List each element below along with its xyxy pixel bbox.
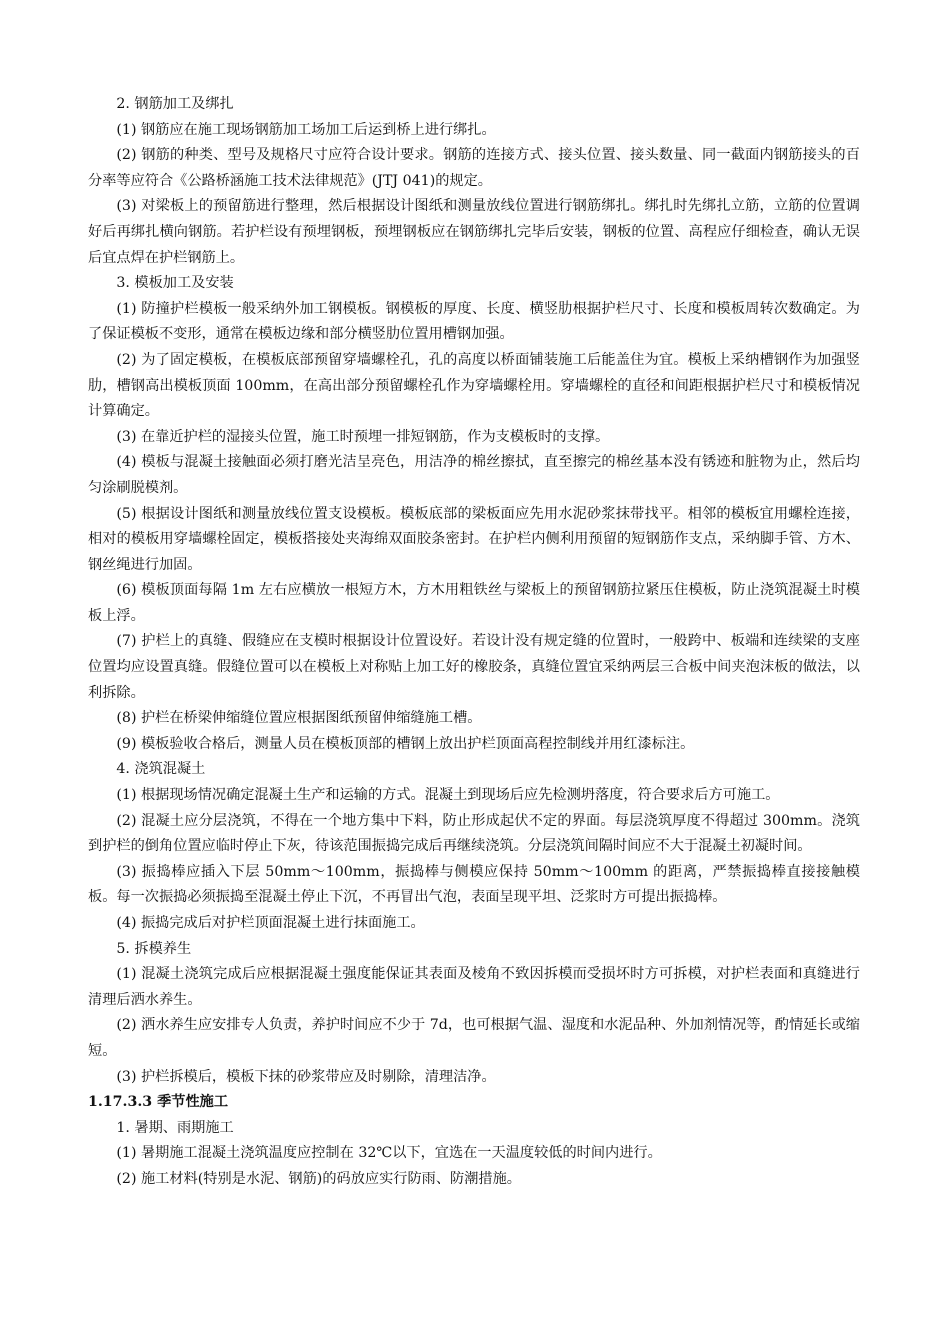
paragraph: (2) 施工材料(特别是水泥、钢筋)的码放应实行防雨、防潮措施。 [116, 1170, 521, 1187]
paragraph: (8) 护栏在桥梁伸缩缝位置应根据图纸预留伸缩缝施工槽。 [116, 710, 482, 727]
paragraph: (3) 护栏拆模后，模板下抹的砂浆带应及时剔除，清理洁净。 [116, 1068, 496, 1085]
document-page [88, 92, 860, 1193]
paragraph: (2) 洒水养生应安排专人负责，养护时间应不少于 7d，也可根据气温、湿度和水泥品种、外加剂情况等，酌情延长或缩短。 [88, 1017, 860, 1059]
subsection-heading-summer: 1. 暑期、雨期施工 [116, 1119, 234, 1136]
paragraph: (2) 为了固定模板，在模板底部预留穿墙螺栓孔，孔的高度以桥面铺装施工后能盖住为宜。模板上采纳槽钢作为加强竖肋，槽钢高出模板顶面 100mm，在高出部分预留螺栓孔作为穿墙螺栓用。穿墙螺栓的直径和间距根据护栏尺寸和模板情况计算确定。 [88, 351, 860, 420]
paragraph: (1) 根据现场情况确定混凝土生产和运输的方式。混凝土到现场后应先检测坍落度，符合要求后方可施工。 [116, 787, 780, 804]
paragraph: (4) 模板与混凝土接触面必须打磨光洁呈亮色，用洁净的棉丝擦拭，直至擦完的棉丝基本没有锈迹和脏物为止，然后均匀涂刷脱模剂。 [88, 454, 860, 496]
section-heading-rebar: 2. 钢筋加工及绑扎 [116, 96, 234, 112]
paragraph: (2) 钢筋的种类、型号及规格尺寸应符合设计要求。钢筋的连接方式、接头位置、接头数量、同一截面内钢筋接头的百分率等应符合《公路桥涵施工技术法律规范》(JTJ 041)的规定。 [88, 147, 860, 189]
paragraph: (9) 模板验收合格后，测量人员在模板顶部的槽钢上放出护栏顶面高程控制线并用红漆标注。 [116, 735, 695, 752]
paragraph: (3) 在靠近护栏的湿接头位置，施工时预埋一排短钢筋，作为支模板时的支撑。 [116, 428, 610, 445]
section-heading-curing: 5. 拆模养生 [116, 940, 192, 957]
paragraph: (2) 混凝土应分层浇筑，不得在一个地方集中下料，防止形成起伏不定的界面。每层浇筑厚度不得超过 300mm。浇筑到护栏的倒角位置应临时停止下灰，待该范围振捣完成后再继续浇筑。分层浇筑间隔时间应不大于混凝土初凝时间。 [88, 812, 860, 855]
paragraph: (1) 暑期施工混凝土浇筑温度应控制在 32℃以下，宜选在一天温度较低的时间内进行。 [116, 1145, 662, 1162]
section-heading-seasonal: 1.17.3.3 季节性施工 [88, 1094, 229, 1111]
paragraph: (1) 防撞护栏模板一般采纳外加工钢模板。钢模板的厚度、长度、横竖肋根据护栏尺寸、长度和模板周转次数确定。为了保证模板不变形，通常在模板边缘和部分横竖肋位置用槽钢加强。 [88, 300, 860, 343]
section-heading-concrete: 4. 浇筑混凝土 [116, 761, 206, 778]
paragraph: (6) 模板顶面每隔 1m 左右应横放一根短方木，方木用粗铁丝与梁板上的预留钢筋拉紧压住模板，防止浇筑混凝土时模板上浮。 [88, 582, 861, 624]
section-heading-formwork: 3. 模板加工及安装 [116, 275, 234, 292]
paragraph: (1) 混凝土浇筑完成后应根据混凝土强度能保证其表面及棱角不致因拆模而受损坏时方可拆模，对护栏表面和真缝进行清理后洒水养生。 [88, 966, 860, 1008]
paragraph: (5) 根据设计图纸和测量放线位置支设模板。模板底部的梁板面应先用水泥砂浆抹带找平。相邻的模板宜用螺栓连接，相对的模板用穿墙螺栓固定，模板搭接处夹海绵双面胶条密封。在护栏内侧利用预留的短钢筋作支点，采纳脚手管、方木、钢丝绳进行加固。 [88, 505, 860, 573]
paragraph: (7) 护栏上的真缝、假缝应在支模时根据设计位置设好。若设计没有规定缝的位置时，一般跨中、板端和连续梁的支座位置均应设置真缝。假缝位置可以在模板上对称贴上加工好的橡胶条，真缝位置宜采纳两层三合板中间夹泡沫板的做法，以利拆除。 [88, 633, 860, 701]
paragraph: (3) 对梁板上的预留筋进行整理，然后根据设计图纸和测量放线位置进行钢筋绑扎。绑扎时先绑扎立筋，立筋的位置调好后再绑扎横向钢筋。若护栏设有预埋钢板，预埋钢板应在钢筋绑扎完毕后安装，钢板的位置、高程应仔细检查，确认无误后宜点焊在护栏钢筋上。 [88, 198, 860, 266]
paragraph: (4) 振捣完成后对护栏顶面混凝土进行抹面施工。 [116, 915, 425, 931]
paragraph: (3) 振捣棒应插入下层 50mm～100mm，振捣棒与侧模应保持 50mm～100mm 的距离，严禁振捣棒直接接触模板。每一次振捣必须振捣至混凝土停止下沉，不再冒出气泡，表面呈现平坦、泛浆时方可提出振捣棒。 [88, 863, 860, 906]
paragraph: (1) 钢筋应在施工现场钢筋加工场加工后运到桥上进行绑扎。 [116, 121, 496, 138]
